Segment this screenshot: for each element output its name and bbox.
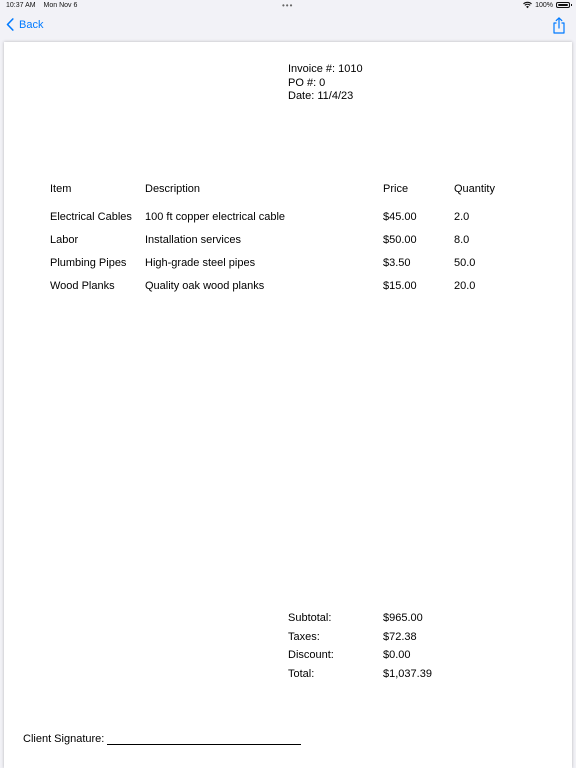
- cell-price: $3.50: [383, 257, 411, 269]
- status-bar: [0, 0, 576, 12]
- cell-price: $15.00: [383, 280, 417, 292]
- cell-item: Labor: [50, 234, 79, 246]
- column-header-price: Price: [383, 183, 409, 195]
- battery-percentage: 100%: [535, 1, 553, 9]
- status-date: Mon Nov 6: [43, 2, 78, 9]
- discount-value: $0.00: [383, 649, 411, 662]
- po-number: PO #: 0: [288, 76, 326, 89]
- cell-price: $50.00: [383, 234, 417, 246]
- total-value: $1,037.39: [383, 667, 432, 680]
- cell-description: High-grade steel pipes: [145, 257, 256, 269]
- signature-label: Client Signature:: [23, 733, 105, 745]
- back-button[interactable]: [6, 18, 43, 31]
- column-header-item: Item: [50, 183, 72, 195]
- share-icon: [552, 17, 566, 34]
- cell-quantity: 50.0: [454, 257, 476, 269]
- cell-quantity: 20.0: [454, 280, 476, 292]
- column-header-description: Description: [145, 183, 201, 195]
- cell-price: $45.00: [383, 211, 417, 223]
- discount-label: Discount:: [288, 649, 334, 662]
- multitasking-dots[interactable]: •••: [282, 1, 294, 10]
- cell-item: Wood Planks: [50, 280, 115, 292]
- invoice-header: [288, 63, 363, 104]
- cell-description: Installation services: [145, 234, 241, 246]
- total-label: Total:: [288, 667, 315, 680]
- invoice-date: Date: 11/4/23: [288, 90, 354, 102]
- cell-item: Electrical Cables: [50, 211, 132, 223]
- status-time: 10:37 AM: [6, 2, 36, 9]
- invoice-number: Invoice #: 1010: [288, 63, 363, 75]
- chevron-left-icon: [6, 18, 14, 31]
- battery-icon: [556, 2, 570, 8]
- invoice-document: [4, 42, 572, 768]
- signature-line: [107, 733, 301, 745]
- back-label: Back: [19, 18, 44, 31]
- battery-fill: [558, 4, 568, 6]
- subtotal-label: Subtotal:: [288, 612, 332, 624]
- column-header-quantity: Quantity: [454, 183, 495, 195]
- cell-description: Quality oak wood planks: [145, 280, 265, 292]
- cell-description: 100 ft copper electrical cable: [145, 211, 286, 223]
- taxes-value: $72.38: [383, 630, 417, 643]
- cell-quantity: 2.0: [454, 211, 470, 223]
- navigation-bar: [0, 12, 576, 42]
- cell-quantity: 8.0: [454, 234, 470, 246]
- taxes-label: Taxes:: [288, 630, 320, 643]
- subtotal-value: $965.00: [383, 612, 423, 624]
- share-button[interactable]: [552, 17, 566, 34]
- status-indicators: [523, 1, 570, 9]
- status-time-date: [6, 2, 77, 9]
- wifi-icon: [523, 1, 532, 9]
- client-signature: [23, 733, 301, 745]
- cell-item: Plumbing Pipes: [50, 257, 127, 269]
